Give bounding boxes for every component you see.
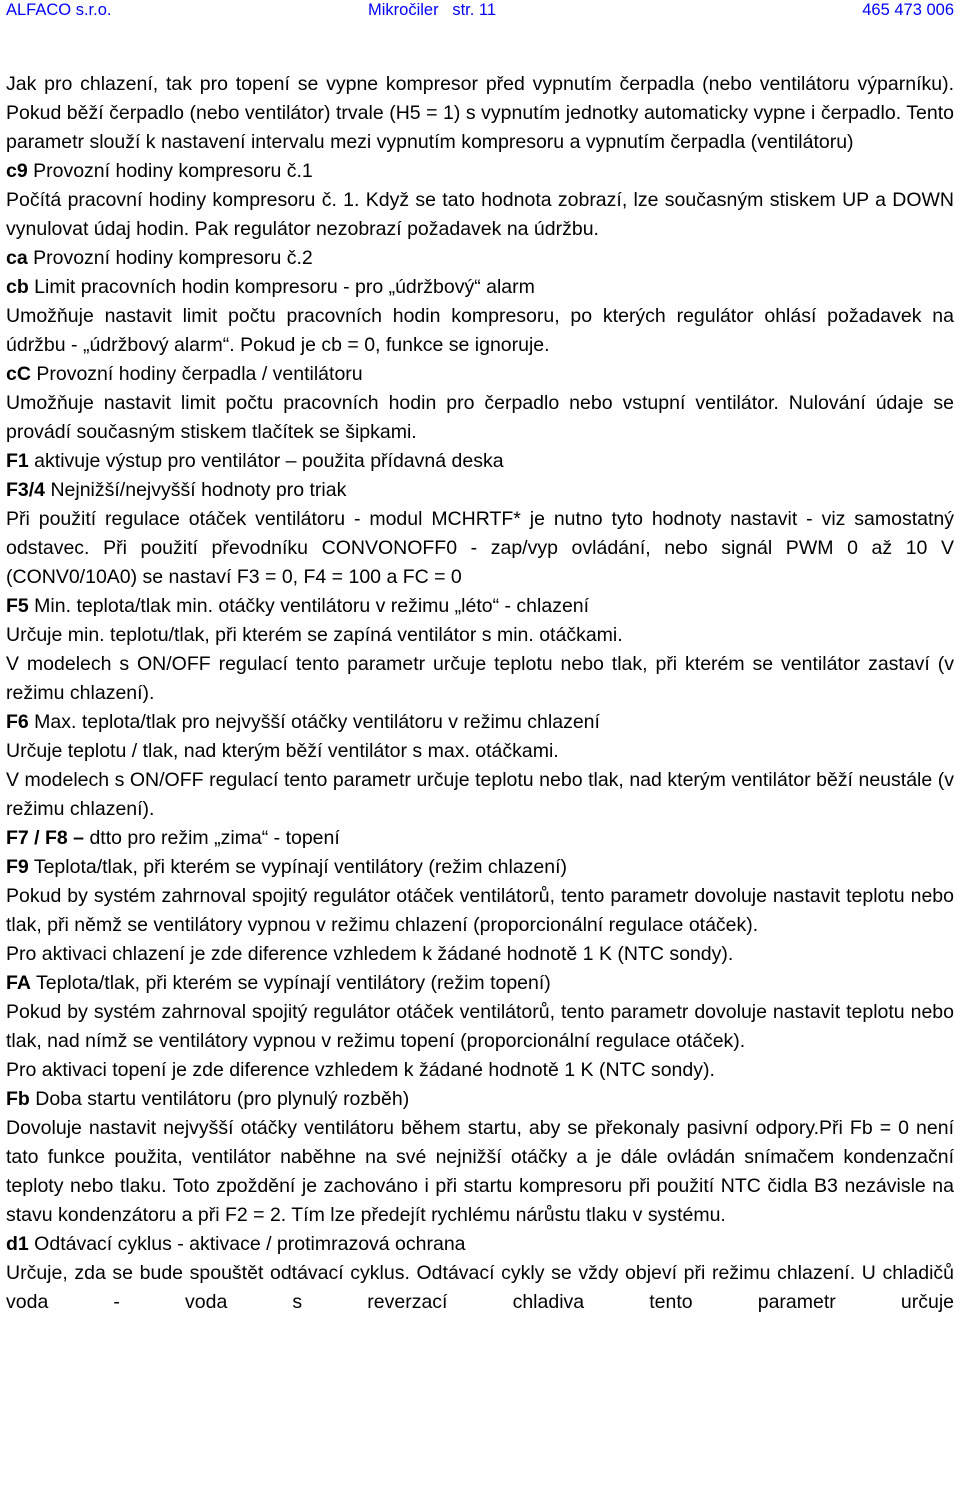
parameter-heading: F5 Min. teplota/tlak min. otáčky ventilátoru v režimu „léto“ - chlazení (6, 595, 590, 617)
paragraph: Umožňuje nastavit limit počtu pracovních hodin kompresoru, po kterých regulátor ohlásí požadavek na údržbu - „údržbový alarm“. Pokud je cb = 0, funkce se ignoruje. (6, 305, 954, 356)
parameter-code: FA (6, 972, 31, 994)
parameter-heading: F1 aktivuje výstup pro ventilátor – použita přídavná deska (6, 450, 504, 472)
paragraph: Určuje min. teplotu/tlak, při kterém se zapíná ventilátor s min. otáčkami. (6, 624, 623, 646)
header-company: ALFACO s.r.o. (6, 1, 112, 19)
paragraph: Pokud by systém zahrnoval spojitý regulátor otáček ventilátorů, tento parametr dovoluje nastavit teplotu nebo tlak, při němž se ventilátory vypnou v režimu chlazení (proporcionální regulace otáček). (6, 885, 954, 936)
parameter-heading: cC Provozní hodiny čerpadla / ventilátoru (6, 363, 363, 385)
header-phone: 465 473 006 (862, 1, 954, 19)
parameter-heading: F6 Max. teplota/tlak pro nejvyšší otáčky ventilátoru v režimu chlazení (6, 711, 600, 733)
paragraph: Jak pro chlazení, tak pro topení se vypne kompresor před vypnutím čerpadla (nebo ventilátoru výparníku). Pokud běží čerpadlo (nebo ventilátor) trvale (H5 = 1) s vypnutím jednotky automaticky vypne i čerpadlo. Tento parametr slouží k nastavení intervalu mezi vypnutím kompresoru a vypnutím čerpadla (ventilátoru) (6, 73, 954, 153)
paragraph: Pro aktivaci chlazení je zde diference vzhledem k žádané hodnotě 1 K (NTC sondy). (6, 943, 734, 965)
paragraph: Při použití regulace otáček ventilátoru - modul MCHRTF* je nutno tyto hodnoty nastavit - viz samostatný odstavec. Při použití převodníku CONVONOFF0 - zap/vyp ovládání, nebo signál PWM 0 až 10 V (CONV0/10A0) se nastaví F3 = 0, F4 = 100 a FC = 0 (6, 508, 954, 588)
parameter-heading: F9 Teplota/tlak, při kterém se vypínají ventilátory (režim chlazení) (6, 856, 568, 878)
parameter-code: F3/4 (6, 479, 46, 501)
paragraph: V modelech s ON/OFF regulací tento parametr určuje teplotu nebo tlak, nad kterým ventilátor běží neustále (v režimu chlazení). (6, 769, 954, 820)
parameter-heading: FA Teplota/tlak, při kterém se vypínají ventilátory (režim topení) (6, 972, 551, 994)
parameter-heading: ca Provozní hodiny kompresoru č.2 (6, 247, 313, 269)
parameter-heading: c9 Provozní hodiny kompresoru č.1 (6, 160, 313, 182)
parameter-code: F1 (6, 450, 29, 472)
parameter-heading: Fb Doba startu ventilátoru (pro plynulý rozběh) (6, 1088, 410, 1110)
paragraph: Dovoluje nastavit nejvyšší otáčky ventilátoru během startu, aby se překonaly pasivní odpory.Při Fb = 0 není tato funkce použita, ventilátor naběhne na své nejnižší otáčky a je dále ovládán snímačem kondenzační teploty nebo tlaku. Toto zpoždění je zachováno i při startu kompresoru při použití NTC čidla B3 nezávisle na stavu kondenzátoru a při F2 = 2. Tím lze předejít rychlému nárůstu tlaku v systému. (6, 1117, 954, 1226)
parameter-code: ca (6, 247, 28, 269)
document-body (6, 70, 954, 1317)
header-section: Mikročiler str. 11 (368, 1, 497, 19)
parameter-code: F5 (6, 595, 29, 617)
parameter-code: d1 (6, 1233, 29, 1255)
paragraph: Počítá pracovní hodiny kompresoru č. 1. Když se tato hodnota zobrazí, lze současným stiskem UP a DOWN vynulovat údaj hodin. Pak regulátor nezobrazí požadavek na údržbu. (6, 189, 954, 240)
parameter-code: F7 / F8 – (6, 827, 85, 849)
parameter-heading: F3/4 Nejnižší/nejvyšší hodnoty pro triak (6, 479, 347, 501)
paragraph: Určuje, zda se bude spouštět odtávací cyklus. Odtávací cykly se vždy objeví při režimu chlazení. U chladičů voda - voda s reverzací chladiva tento parametr určuje (6, 1262, 954, 1313)
paragraph: Určuje teplotu / tlak, nad kterým běží ventilátor s max. otáčkami. (6, 740, 559, 762)
parameter-heading: cb Limit pracovních hodin kompresoru - pro „údržbový“ alarm (6, 276, 535, 298)
paragraph: Pro aktivaci topení je zde diference vzhledem k žádané hodnotě 1 K (NTC sondy). (6, 1059, 715, 1081)
parameter-code: cC (6, 363, 31, 385)
parameter-code: cb (6, 276, 29, 298)
parameter-code: F6 (6, 711, 29, 733)
parameter-code: c9 (6, 160, 28, 182)
parameter-code: F9 (6, 856, 29, 878)
parameter-heading: F7 / F8 – dtto pro režim „zima“ - topení (6, 827, 340, 849)
parameter-heading: d1 Odtávací cyklus - aktivace / protimrazová ochrana (6, 1233, 466, 1255)
paragraph: V modelech s ON/OFF regulací tento parametr určuje teplotu nebo tlak, při kterém se ventilátor zastaví (v režimu chlazení). (6, 653, 954, 704)
paragraph: Pokud by systém zahrnoval spojitý regulátor otáček ventilátorů, tento parametr dovoluje nastavit teplotu nebo tlak, nad nímž se ventilátory vypnou v režimu topení (proporcionální regulace otáček). (6, 1001, 954, 1052)
page-header (6, 0, 954, 22)
parameter-code: Fb (6, 1088, 30, 1110)
paragraph: Umožňuje nastavit limit počtu pracovních hodin pro čerpadlo nebo vstupní ventilátor. Nulování údaje se provádí současným stiskem tlačítek se šipkami. (6, 392, 954, 443)
